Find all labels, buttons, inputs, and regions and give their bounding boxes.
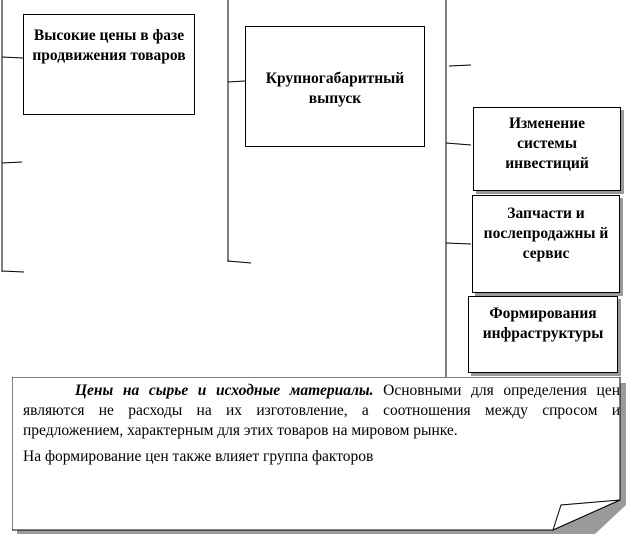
connector-investment — [446, 143, 471, 145]
box-large-output — [245, 26, 425, 147]
note-footer: На формирование цен также влияет группа факторов — [23, 448, 374, 465]
connector-left-bottom — [2, 271, 24, 272]
box-infrastructure — [468, 296, 618, 373]
connector-left-mid — [2, 162, 22, 163]
box-investment-change-text: Изменение системы инвестиций — [505, 115, 589, 172]
box-high-prices — [23, 14, 195, 115]
note-body: Основными для определения цен являются не расходы на их изготовление, а соотношения между спросом и предложением, характерным для этих товаров на мировом рынке. — [23, 382, 620, 439]
box-high-prices-text: Высокие цены в фазе продвижения товаров — [32, 27, 186, 64]
box-spare-parts-text: Запчасти и послепродажны й сервис — [483, 205, 609, 262]
connector-large-output — [228, 81, 245, 82]
note-title: Цены на сырье и исходные материалы. — [75, 382, 374, 399]
box-investment-change — [473, 107, 621, 191]
connector-right-top — [449, 65, 471, 66]
connector-middle-bottom — [228, 261, 251, 263]
note-card — [12, 377, 626, 537]
note-paragraph — [23, 381, 620, 441]
note-text — [23, 381, 620, 467]
box-infrastructure-text: Формирования инфраструктуры — [482, 305, 604, 342]
connector-high-prices — [2, 57, 23, 58]
box-spare-parts — [472, 195, 620, 293]
connector-spare-parts — [446, 243, 471, 244]
box-large-output-text: Крупногабаритный выпуск — [265, 70, 405, 107]
